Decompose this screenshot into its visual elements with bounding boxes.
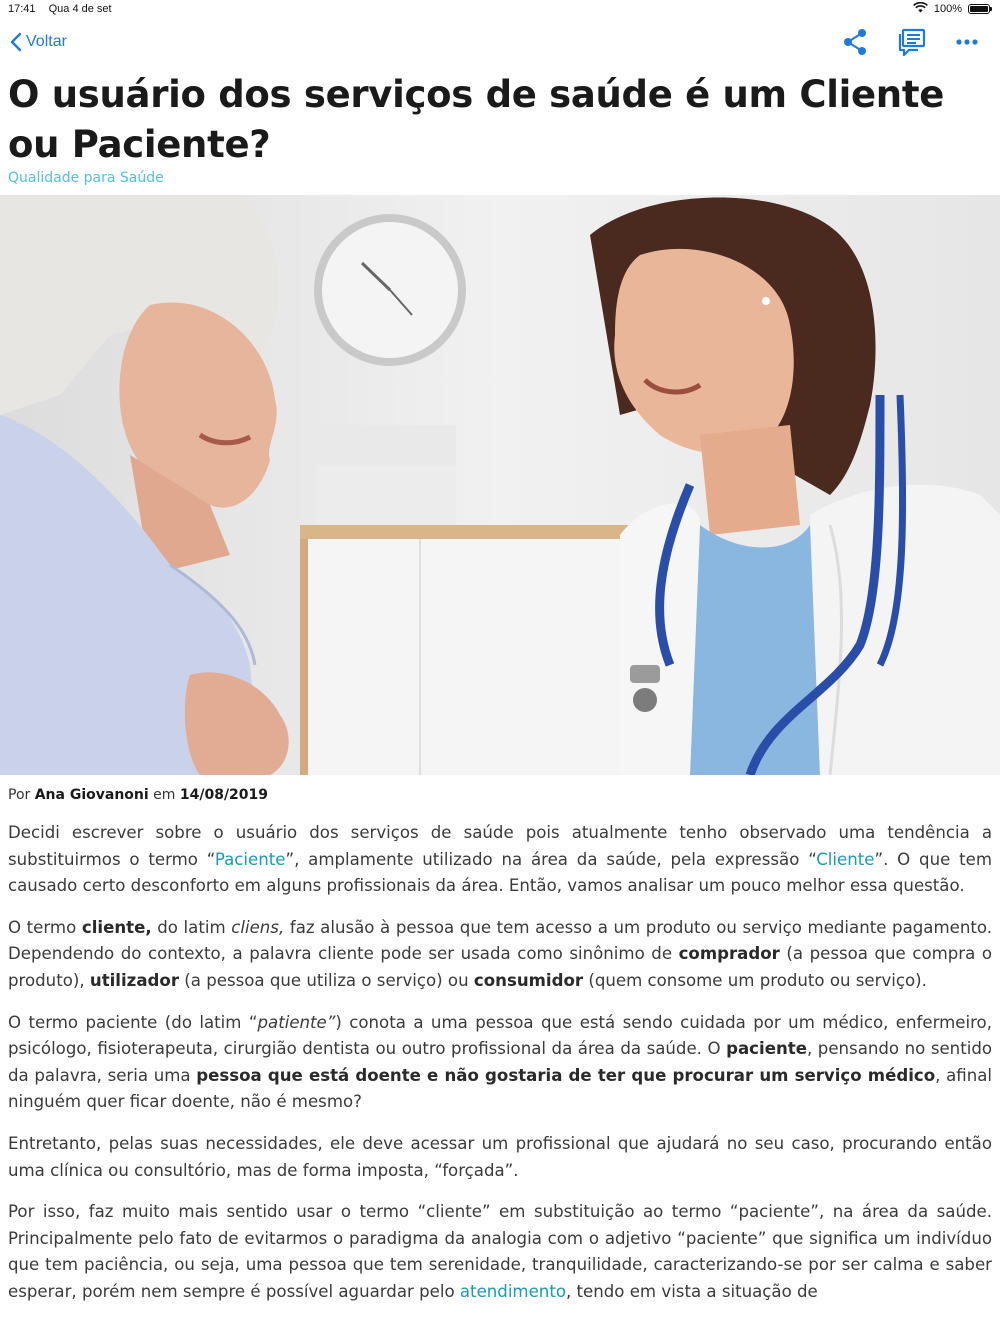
comments-button[interactable] — [898, 28, 926, 56]
text: Decidi escrever sobre o usuário dos serviços de saúde pois atualmente tenho observado uma tendência a substituirmos o termo “ — [8, 823, 992, 869]
author-name[interactable]: Ana Giovanoni — [34, 787, 149, 803]
byline-prefix: Por — [8, 787, 31, 803]
text: O termo paciente (do latim “ — [8, 1012, 258, 1032]
article-body — [8, 820, 992, 1321]
italic-text: cliens, — [231, 917, 285, 937]
status-right — [913, 2, 990, 16]
more-button[interactable] — [956, 28, 978, 56]
battery-level — [970, 6, 988, 12]
battery-percent: 100% — [933, 3, 962, 15]
comment-icon — [898, 28, 926, 56]
paragraph-5 — [8, 1199, 992, 1305]
bold-text: comprador — [678, 944, 780, 964]
more-icon — [956, 28, 978, 56]
status-date: Qua 4 de set — [48, 3, 112, 15]
nav-actions — [842, 28, 978, 56]
text: (a pessoa que utiliza o serviço) ou — [179, 970, 474, 990]
text: Por isso, faz muito mais sentido usar o termo “cliente” em substituição ao termo “paciente”, na área da saúde. Principalmente pelo fato de evitarmos o paradigma da analogia com o adjetivo “paciente” que significa um indivíduo que tem paciência, ou seja, uma pessoa que tem serenidade, tranquilidade, caracterizando-se por ser calma e saber esperar, porém nem sempre é possível aguardar pelo — [8, 1202, 992, 1301]
battery-icon — [968, 4, 990, 14]
atendimento-link[interactable]: atendimento — [459, 1281, 566, 1301]
publish-date: 14/08/2019 — [179, 787, 269, 803]
bold-text: pessoa que está doente e não gostaria de ter que procurar um serviço médico — [196, 1065, 936, 1085]
bold-text: utilizador — [89, 970, 180, 990]
nav-bar — [0, 26, 1000, 62]
share-button[interactable] — [842, 28, 868, 56]
status-time: 17:41 — [8, 3, 36, 15]
text: (a pessoa que compra o produto), — [8, 944, 992, 990]
bold-text: cliente, — [81, 917, 152, 937]
bold-text: consumidor — [473, 970, 584, 990]
text: ) conota a uma pessoa que está sendo cuidada por um médico, enfermeiro, psicólogo, fisioterapeuta, cirurgião dentista ou outro profissional da área da saúde. O — [8, 1012, 992, 1059]
chevron-left-icon — [10, 32, 22, 52]
text: faz alusão à pessoa que tem acesso a um produto ou serviço mediante pagamento. Dependendo do contexto, a palavra cliente pode ser usada como sinônimo de — [8, 917, 992, 964]
share-icon — [842, 28, 868, 56]
status-bar — [0, 0, 1000, 20]
paciente-link[interactable]: Paciente — [214, 849, 286, 869]
byline — [8, 787, 268, 803]
text: ”, amplamente utilizado na área da saúde, pela expressão “ — [285, 849, 817, 869]
text: , tendo em vista a situação de — [565, 1281, 818, 1301]
category-link[interactable]: Qualidade para Saúde — [8, 170, 164, 186]
paragraph-2 — [8, 915, 992, 995]
text: do latim — [151, 917, 232, 937]
article-title: O usuário dos serviços de saúde é um Cliente ou Paciente? — [8, 73, 945, 166]
text: , pensando no sentido da palavra, seria uma — [8, 1039, 993, 1085]
text: ”. O que tem causado certo desconforto em alguns profissionais da área. Então, vamos analisar um pouco melhor essa questão. — [8, 849, 993, 896]
text: (quem consome um produto ou serviço). — [583, 970, 927, 990]
status-left — [8, 3, 122, 15]
back-button[interactable] — [10, 32, 67, 52]
paragraph-1 — [8, 820, 992, 900]
hero-image — [0, 195, 1000, 775]
byline-middle: em — [153, 787, 176, 803]
bold-text: paciente — [726, 1039, 807, 1059]
italic-text: patiente” — [257, 1012, 336, 1032]
paragraph-3 — [8, 1010, 992, 1116]
paragraph-4: Entretanto, pelas suas necessidades, ele deve acessar um profissional que ajudará no seu caso, procurando então uma clínica ou consultório, mas de forma imposta, “forçada”. — [8, 1133, 992, 1180]
cliente-link[interactable]: Cliente — [816, 849, 875, 869]
wifi-icon — [913, 2, 928, 16]
text: O termo — [8, 917, 82, 937]
back-label: Voltar — [26, 33, 67, 50]
text: , afinal ninguém quer ficar doente, não é mesmo? — [8, 1065, 993, 1112]
